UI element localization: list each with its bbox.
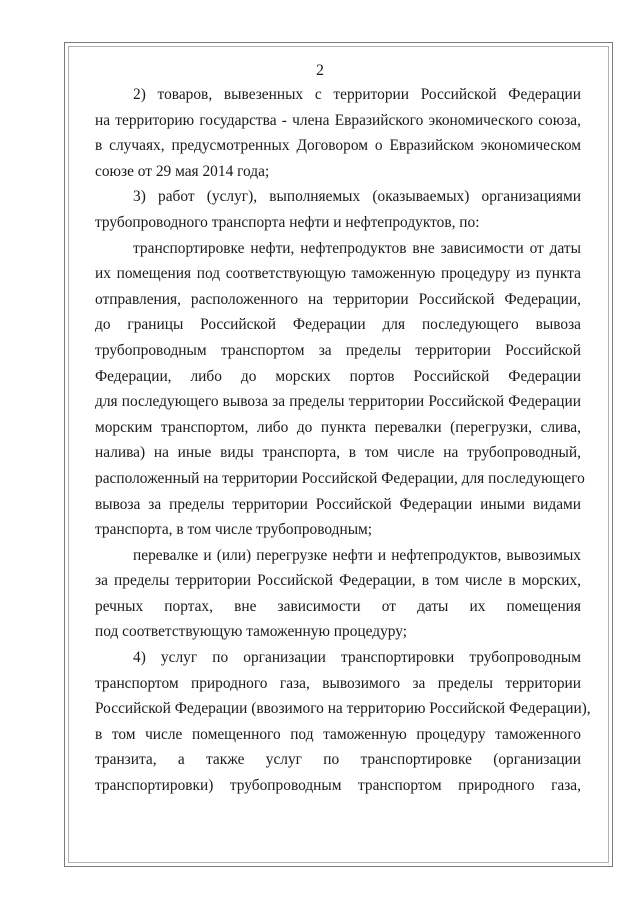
text-line: в том числе помещенного под таможенную процедуру таможенного: [95, 725, 581, 743]
text-line: в случаях, предусмотренных Договором о Евразийском экономическом: [95, 137, 581, 155]
document-body: [95, 82, 591, 799]
page-number: 2: [316, 62, 324, 79]
text-line: вывоза за пределы территории Российской Федерации иными видами: [95, 495, 581, 513]
text-line: под соответствующую таможенную процедуру;: [95, 623, 408, 641]
text-line: Российской Федерации (ввозимого на территорию Российской Федерации),: [95, 700, 591, 718]
text-line: морским транспортом, либо до пункта перевалки (перегрузки, слива,: [95, 418, 581, 436]
text-line: транспортировке нефти, нефтепродуктов вне зависимости от даты: [133, 239, 581, 257]
text-line: их помещения под соответствующую таможенную процедуру из пункта: [95, 265, 581, 283]
text-line: за пределы территории Российской Федерации, в том числе в морских,: [95, 572, 581, 590]
text-line: для последующего вывоза за пределы территории Российской Федерации: [95, 393, 581, 411]
text-line: транспортировки) трубопроводным транспортом природного газа,: [95, 777, 581, 795]
text-line: налива) на иные виды транспорта, в том числе на трубопроводный,: [95, 444, 581, 462]
text-line: расположенный на территории Российской Федерации, для последующего: [95, 469, 585, 487]
text-line: трубопроводным транспортом за пределы территории Российской: [95, 341, 581, 359]
text-line: 2) товаров, вывезенных с территории Российской Федерации: [133, 86, 581, 103]
text-line: трубопроводного транспорта нефти и нефтепродуктов, по:: [95, 213, 480, 231]
text-line: транзита, а также услуг по транспортировке (организации: [95, 751, 581, 769]
text-line: 4) услуг по организации транспортировки трубопроводным: [133, 649, 581, 667]
text-line: отправления, расположенного на территории Российской Федерации,: [95, 290, 581, 308]
text-line: 3) работ (услуг), выполняемых (оказываемых) организациями: [133, 188, 581, 206]
text-line: союзе от 29 мая 2014 года;: [95, 162, 270, 180]
text-line: перевалке и (или) перегрузке нефти и нефтепродуктов, вывозимых: [133, 546, 581, 564]
text-line: на территорию государства - члена Евразийского экономического союза,: [95, 111, 581, 129]
text-line: Федерации, либо до морских портов Российской Федерации: [95, 367, 581, 385]
text-line: до границы Российской Федерации для последующего вывоза: [95, 316, 581, 334]
text-line: транспортом природного газа, вывозимого за пределы территории: [95, 674, 581, 692]
text-line: транспорта, в том числе трубопроводным;: [95, 521, 373, 539]
text-line: речных портах, вне зависимости от даты их помещения: [95, 597, 581, 615]
